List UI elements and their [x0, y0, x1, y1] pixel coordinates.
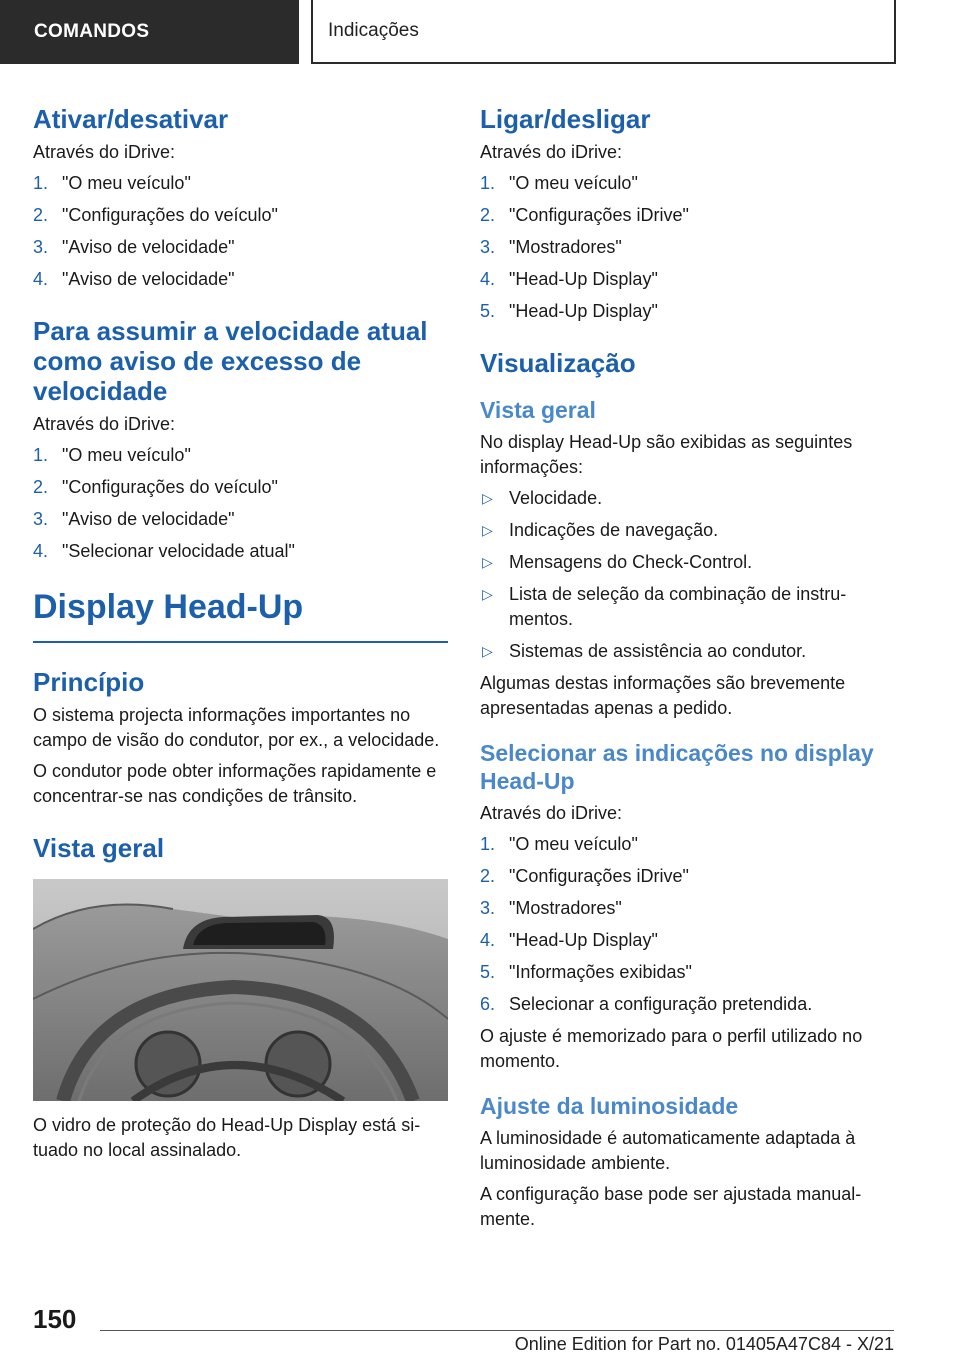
edition-text: Online Edition for Part no. 01405A47C84 - X/21	[514, 1334, 894, 1354]
brightness-paragraph-2: A configuração base pode ser ajustada manualmente.	[480, 1184, 862, 1229]
heading-on-off: Ligar/desligar	[480, 104, 651, 134]
list-item: 4. "Aviso de velocidade"	[33, 269, 235, 289]
heading-display-head-up: Display Head-Up	[33, 588, 448, 643]
triangle-bullet-icon: ▷	[482, 522, 493, 538]
list-item: ▷ Indicações de navegação.	[480, 518, 895, 543]
triangle-bullet-icon: ▷	[482, 586, 493, 602]
page-header	[0, 0, 960, 66]
heading-select-indications: Selecionar as indicações no display Head-Up	[480, 740, 874, 794]
triangle-bullet-icon: ▷	[482, 490, 493, 506]
overview-paragraph: No display Head-Up são exibidas as seguintes informações:	[480, 432, 853, 477]
section-tab: COMANDOS	[0, 0, 299, 64]
saved-profile-paragraph: O ajuste é memorizado para o perfil utilizado no momento.	[480, 1026, 863, 1071]
list-item: 5. "Informações exibidas"	[480, 962, 692, 982]
triangle-bullet-icon: ▷	[482, 554, 493, 570]
list-item: 2. "Configurações iDrive"	[480, 866, 689, 886]
chapter-tab: Indicações	[311, 0, 896, 64]
steps-list-on-off	[480, 171, 895, 324]
heading-activate: Ativar/desativar	[33, 104, 229, 134]
list-item: 1. "O meu veículo"	[480, 173, 638, 193]
info-bullet-list	[480, 486, 895, 664]
heading-overview: Vista geral	[480, 397, 596, 423]
list-item: 3. "Aviso de velocidade"	[33, 237, 235, 257]
brightness-paragraph-1: A luminosidade é automaticamente adaptada à luminosidade ambiente.	[480, 1128, 856, 1173]
list-item: 3. "Mostradores"	[480, 898, 622, 918]
list-item: 6. Selecionar a configuração pretendida.	[480, 994, 813, 1014]
principle-paragraph-1: O sistema projecta informações importantes no campo de visão do condutor, por ex., a velocidade.	[33, 705, 440, 750]
list-item: 4. "Selecionar velocidade atual"	[33, 541, 295, 561]
list-item: ▷ Mensagens do Check-Control.	[480, 550, 895, 575]
heading-visualization: Visualização	[480, 348, 636, 378]
footer-divider	[100, 1330, 894, 1331]
triangle-bullet-icon: ▷	[482, 643, 493, 659]
list-item: 5. "Head-Up Display"	[480, 301, 658, 321]
via-idrive-text: Através do iDrive:	[33, 142, 176, 162]
principle-paragraph-2: O condutor pode obter informações rapidamente e concentrar-se nas condições de trânsito.	[33, 761, 437, 806]
list-item: 1. "O meu veículo"	[33, 173, 191, 193]
via-idrive-text: Através do iDrive:	[480, 142, 623, 162]
list-item: 1. "O meu veículo"	[480, 834, 638, 854]
steps-list-activate	[33, 171, 448, 292]
list-item: 2. "Configurações do veículo"	[33, 477, 278, 497]
list-item: ▷ Lista de seleção da combinação de instrumentos.	[482, 584, 847, 629]
list-item: ▷ Velocidade.	[480, 486, 895, 511]
page-footer	[0, 1296, 960, 1362]
list-item: 2. "Configurações iDrive"	[480, 205, 689, 225]
steps-list-select	[480, 832, 895, 1017]
list-item: 1. "O meu veículo"	[33, 445, 191, 465]
list-item: 4. "Head-Up Display"	[480, 930, 658, 950]
heading-overview: Vista geral	[33, 833, 165, 863]
right-column	[480, 96, 895, 1238]
via-idrive-text: Através do iDrive:	[480, 803, 623, 823]
list-item: 3. "Mostradores"	[480, 237, 622, 257]
on-demand-paragraph: Algumas destas informações são brevemente apresentadas apenas a pedido.	[480, 673, 846, 718]
page-number: 150	[33, 1304, 77, 1334]
image-caption: O vidro de proteção do Head-Up Display está situado no local assinalado.	[33, 1115, 421, 1160]
steps-list-assume	[33, 443, 448, 564]
list-item: ▷ Sistemas de assistência ao condutor.	[480, 639, 895, 664]
heading-brightness: Ajuste da luminosidade	[480, 1093, 739, 1119]
list-item: 2. "Configurações do veículo"	[33, 205, 278, 225]
heading-principle: Princípio	[33, 667, 145, 697]
via-idrive-text: Através do iDrive:	[33, 414, 176, 434]
left-column	[33, 96, 448, 1169]
list-item: 3. "Aviso de velocidade"	[33, 509, 235, 529]
list-item: 4. "Head-Up Display"	[480, 269, 658, 289]
heading-assume-speed: Para assumir a velocidade atual como aviso de excesso de velocidade	[33, 316, 428, 406]
hud-dashboard-image	[33, 879, 448, 1101]
